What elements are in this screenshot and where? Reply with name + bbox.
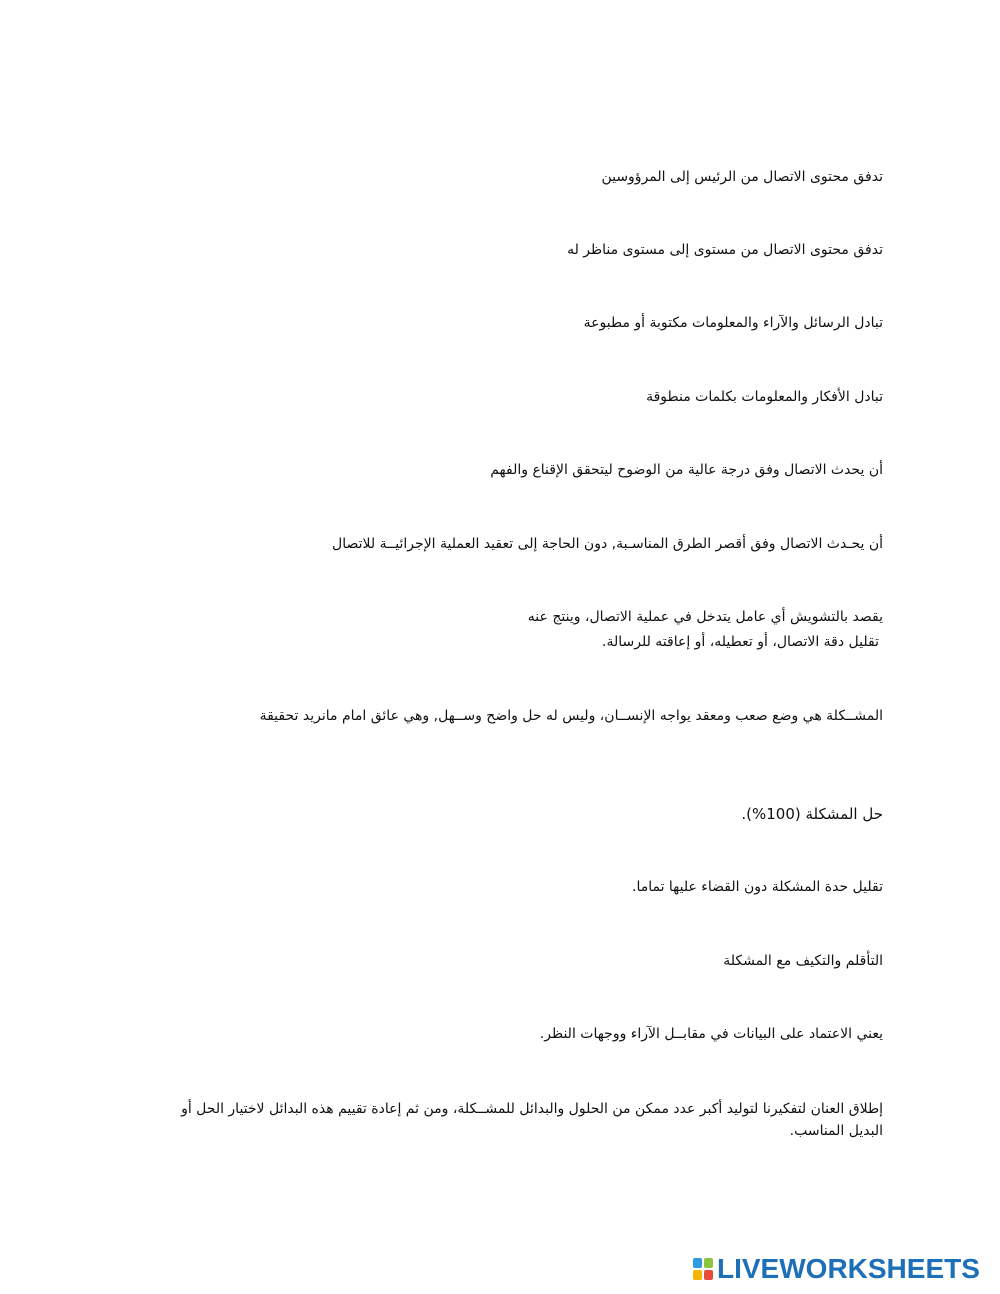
item-10: تقليل حدة المشكلة دون القضاء عليها تماما.	[632, 879, 883, 895]
item-4: تبادل الأفكار والمعلومات بكلمات منطوقة	[646, 389, 883, 405]
item-6: أن يحـدث الاتصال وفق أقصر الطرق المناسـبة, دون الحاجة إلى تعقيد العملية الإجرائيــة للاتصال	[332, 536, 883, 552]
logo-text: LIVEWORKSHEETS	[717, 1253, 980, 1284]
item-11: التأقلم والتكيف مع المشكلة	[723, 953, 883, 969]
item-13: إطلاق العنان لتفكيرنا لتوليد أكبر عدد ممكن من الحلول والبدائل للمشــكلة، ومن ثم إعادة تقييم هذه البدائل لاختيار الحل أو البديل المناسب.	[181, 1101, 883, 1139]
item-1: تدفق محتوى الاتصال من الرئيس إلى المرؤوسين	[601, 169, 883, 185]
item-7-line-1: يقصد بالتشويش أي عامل يتدخل في عملية الاتصال، وينتج عنه	[527, 609, 883, 625]
item-12: يعني الاعتماد على البيانات في مقابــل الآراء ووجهات النظر.	[539, 1026, 883, 1042]
item-9: حل المشكلة (100%).	[741, 805, 883, 823]
item-5: أن يحدث الاتصال وفق درجة عالية من الوضوح ليتحقق الإقناع والفهم	[490, 462, 883, 478]
liveworksheets-logo	[693, 1255, 980, 1283]
item-7-line-2: تقليل دقة الاتصال، أو تعطيله، أو إعاقته للرسالة.	[602, 634, 879, 650]
item-2: تدفق محتوى الاتصال من مستوى إلى مستوى مناظر له	[567, 242, 883, 258]
item-3: تبادل الرسائل والآراء والمعلومات مكتوبة أو مطبوعة	[583, 315, 883, 331]
item-8: المشــكلة هي وضع صعب ومعقد يواجه الإنســان، وليس له حل واضح وســهل, وهي عائق امام مانريد تحقيقة	[259, 708, 883, 724]
logo-grid-icon	[693, 1258, 713, 1280]
